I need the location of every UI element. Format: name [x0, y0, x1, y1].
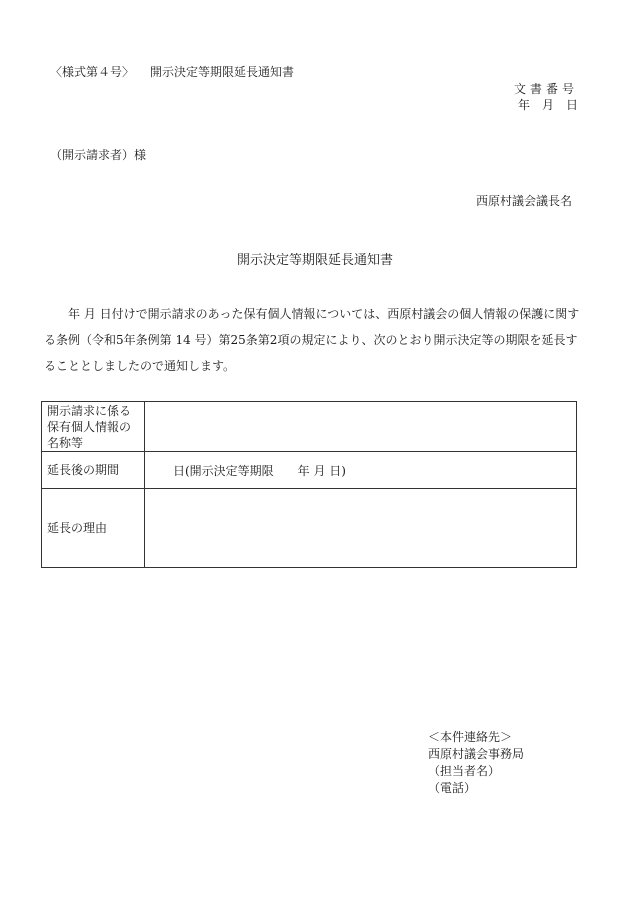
extension-details-table: [41, 401, 577, 568]
requested-info-label: 開示請求に係る保有個人情報の名称等: [42, 402, 145, 452]
contact-phone: （電話）: [428, 781, 477, 795]
form-number: 〈様式第４号〉: [50, 65, 135, 79]
extension-reason-value: [145, 489, 577, 568]
table-row: [42, 402, 577, 452]
addressee: （開示請求者）様: [50, 148, 147, 162]
contact-office: 西原村議会事務局: [428, 747, 525, 761]
form-header-title: 開示決定等期限延長通知書: [150, 65, 295, 79]
table-row: [42, 489, 577, 568]
extended-period-value: 日(開示決定等期限 年 月 日): [145, 452, 577, 489]
document-date: 年 月 日: [517, 98, 578, 112]
extension-reason-label: 延長の理由: [42, 489, 145, 568]
document-number: 文書番号: [513, 82, 578, 96]
contact-person: （担当者名）: [428, 764, 501, 778]
contact-heading: ＜本件連絡先＞: [428, 730, 513, 744]
contact-block: [428, 729, 524, 797]
extended-period-label: 延長後の期間: [42, 452, 145, 489]
form-header: [50, 63, 294, 80]
table-row: [42, 452, 577, 489]
body-paragraph: 年 月 日付けで開示請求のあった保有個人情報については、西原村議会の個人情報の保護に関する条例（令和5年条例第 14 号）第25条第2項の規定により、次のとおり開示決定等の期限を延長することとしましたので通知します。: [44, 307, 580, 373]
sender-name: 西原村議会議長名: [475, 194, 572, 208]
document-title: 開示決定等期限延長通知書: [236, 253, 393, 268]
requested-info-value: [145, 402, 577, 452]
